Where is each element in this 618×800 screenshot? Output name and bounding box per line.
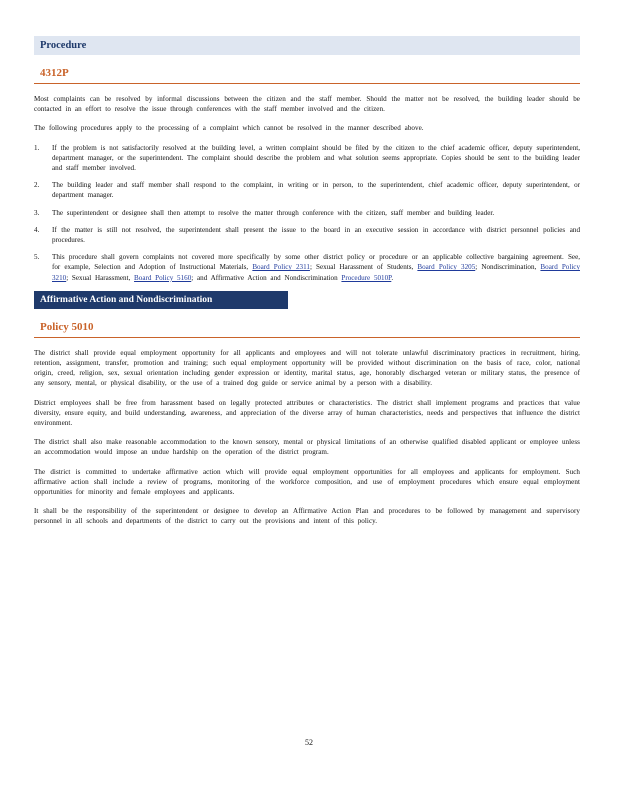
procedures-lead: The following procedures apply to the processing of a complaint which cannot be resolved in the manner described above. xyxy=(34,124,424,133)
procedure-step: 3. The superintendent or designee shall then attempt to resolve the matter through conference with the citizen, staff member and building leader. xyxy=(34,208,495,217)
procedure-code: 4312P xyxy=(34,65,580,84)
policy-paragraph: The district shall provide equal employment opportunity for all applicants and employees and will not tolerate unlawful discriminatory practices in recruitment, hiring, retention, assignment, transfer, promotion and training; such equal employment opportunity will be provided without discrimination on the basis of race, color, national origin, creed, religion, sex, sexual orientation including gender expression or identity, marital status, age, honorably discharged veteran or military status, the presence of any sensory, mental, or physical disability, or the use of a trained dog guide or service animal by a person with a disability. xyxy=(34,348,580,388)
procedure-step: 1. If the problem is not satisfactorily resolved at the building level, a written complaint should be filed by the citizen to the chief academic officer, deputy superintendent, department manager, or the superintendent. The complaint should describe the problem and what solution seems appropriate. Copies should be sent to the building leader and staff member involved. xyxy=(34,143,580,173)
board-policy-5160-link[interactable]: Board Policy 5160 xyxy=(134,273,192,282)
policy-paragraph: The district shall also make reasonable accommodation to the known sensory, mental or physical limitations of an otherwise qualified disabled applicant or employee unless an accommodation would impose an undue hardship on the operation of the district program. xyxy=(34,438,580,457)
page-number: 52 xyxy=(305,738,313,747)
policy-code: Policy 5010 xyxy=(34,319,580,338)
section-header-affirmative-action: Affirmative Action and Nondiscrimination xyxy=(34,291,288,309)
policy-paragraph: It shall be the responsibility of the superintendent or designee to develop an Affirmative Action Plan and procedures to be followed by management and supervisory personnel in all schools and departments of the district to carry out the provisions and intent of this policy. xyxy=(34,507,580,526)
policy-paragraph: District employees shall be free from harassment based on legally protected attributes or characteristics. The district shall implement programs and practices that value diversity, ensure equity, and build understanding, awareness, and appreciation of the diverse array of human characteristics, needs and perspectives that influence the district environment. xyxy=(34,398,580,428)
board-policy-3210-link[interactable]: Board Policy 3210 xyxy=(52,263,580,282)
intro-paragraph: Most complaints can be resolved by informal discussions between the citizen and the staff member. Should the matter not be resolved, the building leader should be contacted in an effort to resolve the issue through conferences with the staff member involved and the citizen. xyxy=(34,95,580,114)
procedure-step: 2. The building leader and staff member shall respond to the complaint, in writing or in person, to the superintendent, chief academic officer, deputy superintendent, or department manager. xyxy=(34,181,580,200)
board-policy-2311-link[interactable]: Board Policy 2311 xyxy=(252,263,310,272)
procedure-step: 5. This procedure shall govern complaints not covered more specifically by some other district policy or procedure or an applicable collective bargaining agreement. See, for example, Selection and Adoption of Instructional Materials, Board Policy 2311; Sexual Harassment of Students, Board Policy 3205; Nondiscrimination, Board Policy 3210; Sexual Harassment, Board Policy 5160; and Affirmative Action and Nondiscrimination Procedure 5010P. xyxy=(34,253,580,282)
policy-paragraph: The district is committed to undertake affirmative action which will provide equal employment opportunities for all employees and applicants for employment. Such affirmative action shall include a review of programs, monitoring of the workforce composition, and use of employment procedures which ensure equal employment opportunities for minority and female employees and applicants. xyxy=(34,467,580,497)
section-header-procedure: Procedure xyxy=(34,36,580,55)
document-page xyxy=(34,36,580,536)
procedure-5010p-link[interactable]: Procedure 5010P xyxy=(341,273,392,282)
procedure-steps xyxy=(34,143,580,283)
procedure-step: 4. If the matter is still not resolved, the superintendent shall present the issue to the board in an executive session in accordance with district personnel policies and procedures. xyxy=(34,225,580,245)
board-policy-3205-link[interactable]: Board Policy 3205 xyxy=(417,263,476,272)
